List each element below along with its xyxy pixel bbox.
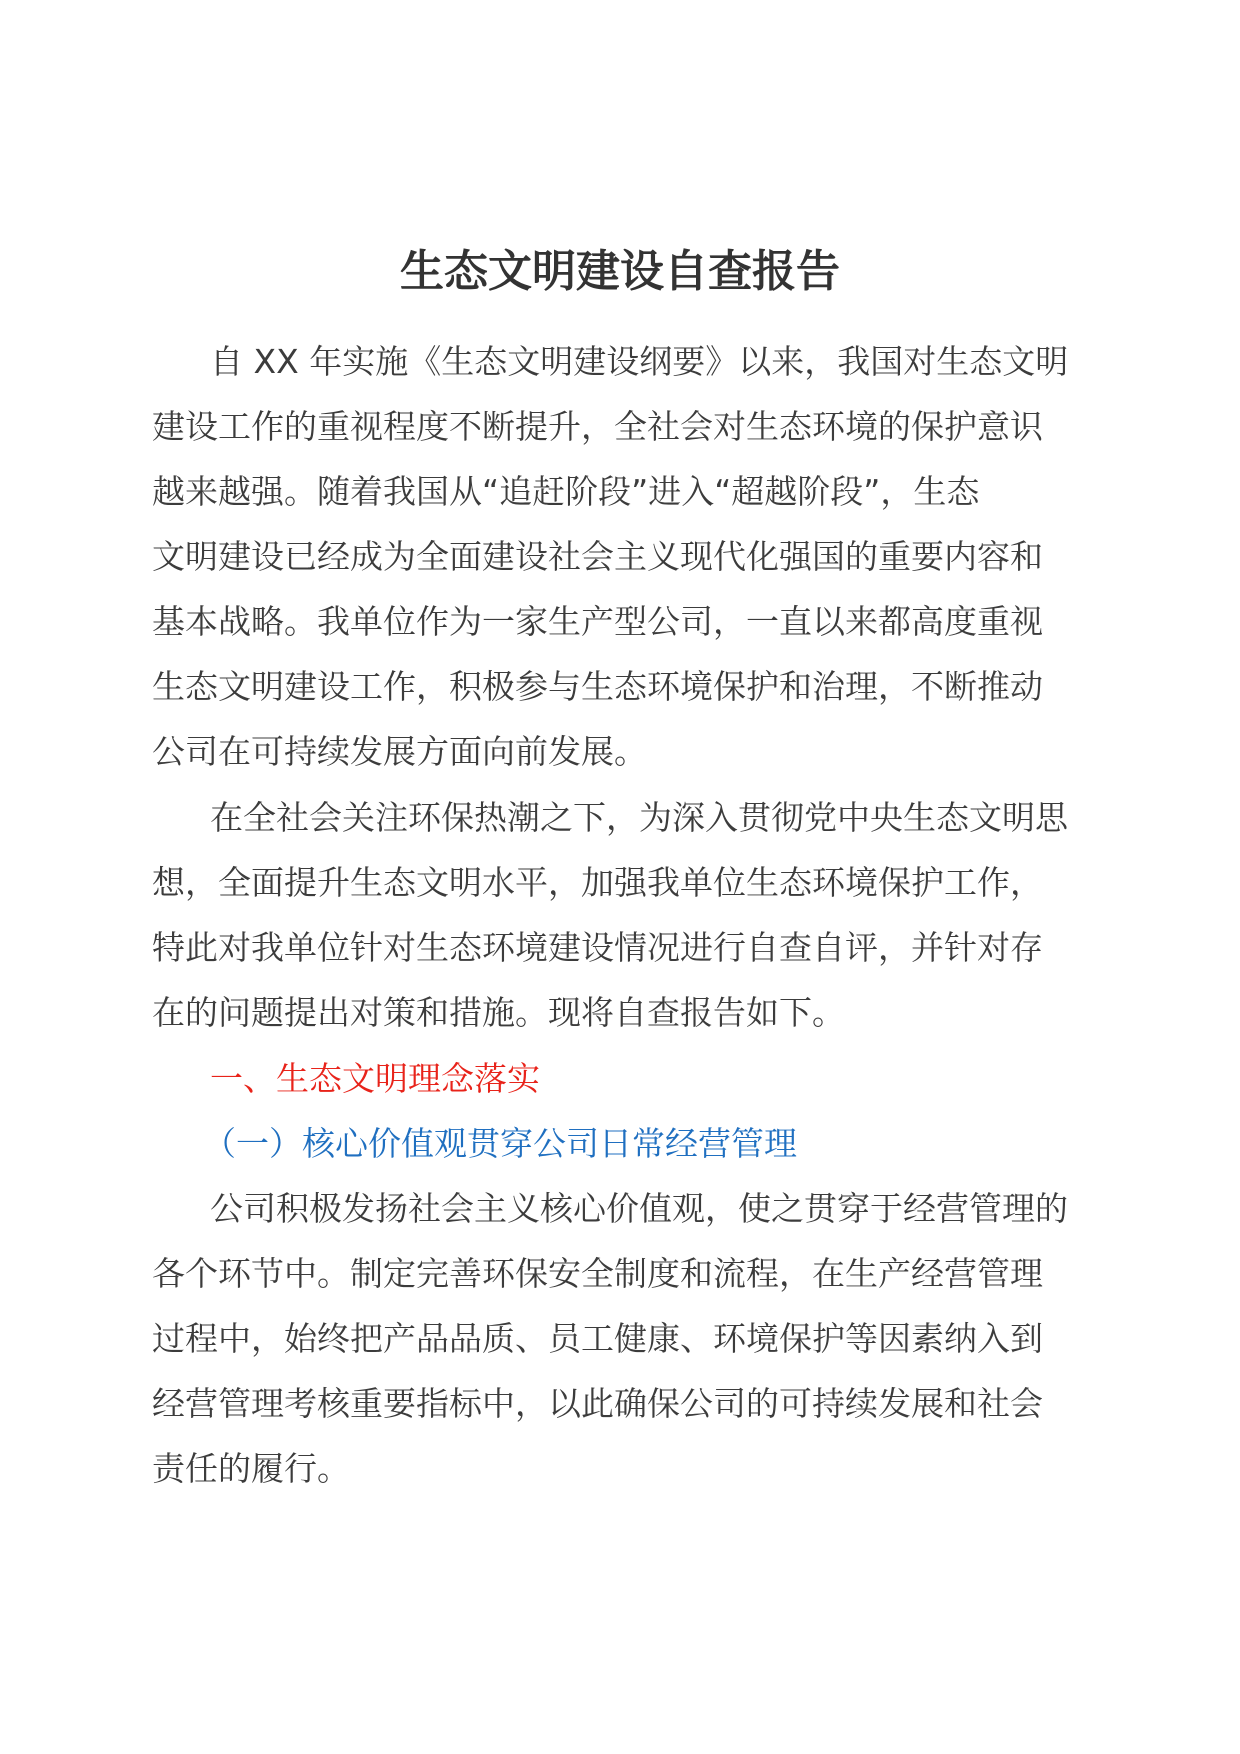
paragraph-1-line-4: 文明建设已经成为全面建设社会主义现代化强国的重要内容和 bbox=[152, 537, 1043, 576]
paragraph-3-line-4: 经营管理考核重要指标中，以此确保公司的可持续发展和社会 bbox=[152, 1384, 1043, 1423]
paragraph-1-line-3: 越来越强。随着我国从“追赶阶段”进入“超越阶段”，生态 bbox=[152, 472, 980, 511]
paragraph-2-line-3: 特此对我单位针对生态环境建设情况进行自查自评，并针对存 bbox=[152, 928, 1043, 967]
paragraph-1-line-5: 基本战略。我单位作为一家生产型公司，一直以来都高度重视 bbox=[152, 602, 1043, 641]
subsection-heading-1: （一）核心价值观贯穿公司日常经营管理 bbox=[203, 1124, 797, 1163]
paragraph-3-line-3: 过程中，始终把产品品质、员工健康、环境保护等因素纳入到 bbox=[152, 1319, 1043, 1358]
paragraph-1-line-7: 公司在可持续发展方面向前发展。 bbox=[152, 732, 647, 771]
paragraph-3-line-2: 各个环节中。制定完善环保安全制度和流程，在生产经营管理 bbox=[152, 1254, 1043, 1293]
paragraph-1-line-2: 建设工作的重视程度不断提升，全社会对生态环境的保护意识 bbox=[152, 407, 1043, 446]
section-heading-1: 一、生态文明理念落实 bbox=[210, 1059, 540, 1098]
paragraph-1-line-6: 生态文明建设工作，积极参与生态环境保护和治理，不断推动 bbox=[152, 667, 1043, 706]
paragraph-1-line-1: 自 XX 年实施《生态文明建设纲要》以来，我国对生态文明 bbox=[210, 342, 1069, 381]
paragraph-3-line-1: 公司积极发扬社会主义核心价值观，使之贯穿于经营管理的 bbox=[210, 1189, 1068, 1228]
paragraph-2-line-2: 想，全面提升生态文明水平，加强我单位生态环境保护工作， bbox=[152, 863, 1043, 902]
paragraph-3-line-5: 责任的履行。 bbox=[152, 1449, 350, 1488]
paragraph-2-line-1: 在全社会关注环保热潮之下，为深入贯彻党中央生态文明思 bbox=[210, 798, 1068, 837]
document-title: 生态文明建设自查报告 bbox=[400, 246, 840, 297]
paragraph-2-line-4: 在的问题提出对策和措施。现将自查报告如下。 bbox=[152, 993, 845, 1032]
